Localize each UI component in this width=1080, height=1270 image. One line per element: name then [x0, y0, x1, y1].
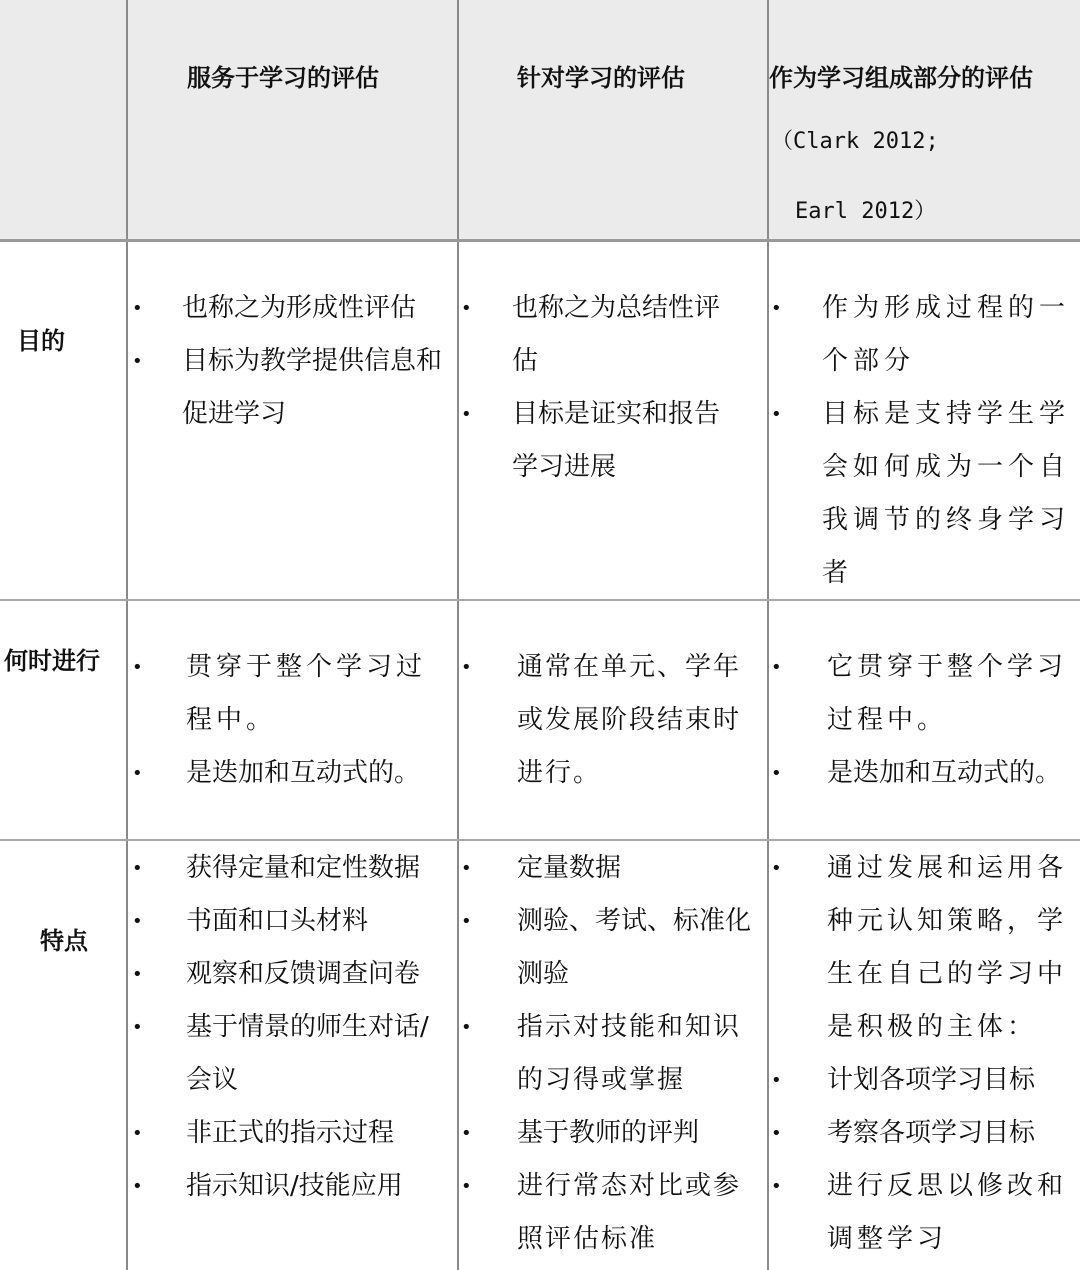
list-item	[771, 1054, 1073, 1107]
list-item	[132, 948, 454, 1001]
list-item	[132, 282, 450, 335]
bullet-icon: •	[771, 858, 782, 879]
row-divider	[0, 839, 1080, 841]
bullet-icon: •	[461, 1176, 472, 1197]
bullet-icon: •	[771, 1123, 782, 1144]
list-item-text: 也称之为形成性评估	[182, 293, 417, 323]
list-item	[132, 641, 452, 747]
column-header-assessment-for-learning: 服务于学习的评估	[187, 64, 379, 92]
bullet-icon: •	[132, 298, 143, 319]
bullet-icon: •	[132, 351, 143, 372]
bullet-icon: •	[771, 1176, 782, 1197]
cell-characteristics-for-learning	[132, 842, 454, 1213]
list-item	[461, 842, 761, 895]
bullet-icon: •	[461, 858, 472, 879]
cell-characteristics-as-learning	[771, 842, 1073, 1266]
list-item	[461, 641, 761, 800]
bullet-icon: •	[132, 1123, 143, 1144]
list-item-text: 通常在单元、学年或发展阶段结束时进行。	[517, 652, 742, 788]
bullet-icon: •	[771, 763, 782, 784]
header-citation-line-1: （Clark 2012;	[771, 129, 939, 154]
list-item-text: 基于情景的师生对话/会议	[186, 1012, 429, 1095]
list-item	[132, 1160, 454, 1213]
list-item	[461, 282, 743, 388]
list-item-text: 指示知识/技能应用	[186, 1171, 403, 1201]
list-item	[461, 1160, 761, 1266]
list-item-text: 基于教师的评判	[517, 1118, 700, 1148]
cell-purpose-as-learning	[771, 282, 1071, 600]
list-item-text: 定量数据	[517, 853, 622, 883]
list-item-text: 目标是证实和报告学习进展	[512, 399, 721, 482]
bullet-icon: •	[461, 1123, 472, 1144]
list-item	[771, 282, 1071, 388]
list-item-text: 它贯穿于整个学习过程中。	[827, 652, 1068, 735]
list-item	[461, 388, 743, 494]
list-item-text: 是迭加和互动式的。	[827, 758, 1062, 788]
list-item-text: 书面和口头材料	[186, 906, 369, 936]
cell-timing-of-learning	[461, 641, 761, 800]
bullet-icon: •	[461, 404, 472, 425]
cell-timing-for-learning	[132, 641, 452, 800]
bullet-icon: •	[771, 404, 787, 425]
bullet-icon: •	[132, 911, 143, 932]
bullet-icon: •	[461, 298, 472, 319]
list-item-text: 指示对技能和知识的习得或掌握	[517, 1012, 742, 1095]
cell-purpose-for-learning	[132, 282, 450, 441]
row-label-purpose: 目的	[17, 327, 65, 355]
list-item-text: 也称之为总结性评估	[512, 293, 721, 376]
list-item-text: 通过发展和运用各种元认知策略，学生在自己的学习中是积极的主体：	[827, 853, 1068, 1042]
list-item	[132, 1107, 454, 1160]
column-divider	[767, 0, 769, 1270]
list-item-text: 考察各项学习目标	[827, 1118, 1036, 1148]
list-item	[771, 747, 1073, 800]
bullet-icon: •	[461, 1017, 472, 1038]
bullet-icon: •	[132, 657, 147, 678]
list-item-text: 贯穿于整个学习过程中。	[186, 652, 427, 735]
row-label-characteristics: 特点	[40, 927, 88, 955]
column-divider	[126, 0, 128, 1270]
list-item	[132, 895, 454, 948]
list-item-text: 进行反思以修改和调整学习	[827, 1171, 1068, 1254]
list-item-text: 获得定量和定性数据	[186, 853, 421, 883]
list-item	[461, 895, 761, 1001]
list-item	[461, 1001, 761, 1107]
column-header-assessment-of-learning: 针对学习的评估	[517, 64, 685, 92]
list-item-text: 是迭加和互动式的。	[186, 758, 421, 788]
list-item	[132, 335, 450, 441]
list-item	[771, 388, 1071, 600]
column-divider	[457, 0, 459, 1270]
list-item-text: 计划各项学习目标	[827, 1065, 1036, 1095]
bullet-icon: •	[132, 763, 143, 784]
header-citation-line-2: Earl 2012）	[795, 199, 937, 224]
bullet-icon: •	[771, 657, 786, 678]
list-item-text: 非正式的指示过程	[186, 1118, 395, 1148]
list-item	[132, 842, 454, 895]
list-item-text: 作为形成过程的一个部分	[822, 293, 1071, 376]
cell-timing-as-learning	[771, 641, 1073, 800]
row-divider	[0, 239, 1080, 242]
list-item	[771, 1107, 1073, 1160]
bullet-icon: •	[771, 298, 787, 319]
bullet-icon: •	[132, 858, 143, 879]
bullet-icon: •	[132, 1017, 143, 1038]
column-header-assessment-as-learning: 作为学习组成部分的评估	[769, 64, 1033, 92]
list-item	[132, 1001, 454, 1107]
bullet-icon: •	[771, 1070, 782, 1091]
list-item-text: 测验、考试、标准化测验	[517, 906, 752, 989]
list-item	[771, 641, 1073, 747]
list-item-text: 目标是支持学生学会如何成为一个自我调节的终身学习者	[822, 399, 1071, 588]
cell-characteristics-of-learning	[461, 842, 761, 1266]
list-item	[771, 1160, 1073, 1266]
list-item	[771, 842, 1073, 1054]
list-item-text: 观察和反馈调查问卷	[186, 959, 421, 989]
list-item	[461, 1107, 761, 1160]
cell-purpose-of-learning	[461, 282, 743, 494]
list-item	[132, 747, 452, 800]
list-item-text: 进行常态对比或参照评估标准	[517, 1171, 742, 1254]
bullet-icon: •	[132, 964, 143, 985]
row-label-timing: 何时进行	[4, 647, 100, 675]
bullet-icon: •	[461, 657, 474, 678]
bullet-icon: •	[461, 911, 472, 932]
bullet-icon: •	[132, 1176, 143, 1197]
list-item-text: 目标为教学提供信息和促进学习	[182, 346, 443, 429]
